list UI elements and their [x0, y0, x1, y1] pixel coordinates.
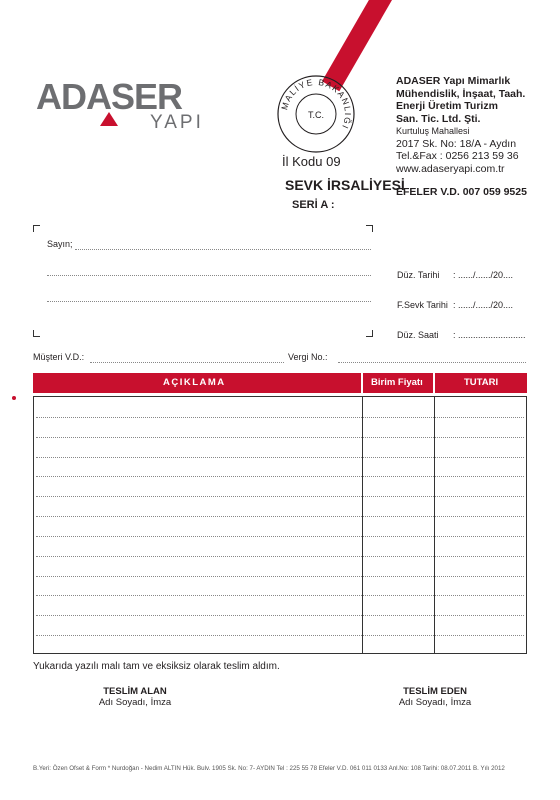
customer-box	[33, 225, 373, 337]
document-title: SEVK İRSALİYESİ	[285, 177, 405, 193]
table-row-line	[36, 615, 524, 616]
receiver-title: TESLİM ALAN	[103, 686, 167, 697]
table-row-line	[36, 595, 524, 596]
company-line3: Enerji Üretim Turizm	[396, 100, 498, 112]
company-tax: EFELER V.D. 007 059 9525	[396, 186, 527, 198]
company-address2: 2017 Sk. No: 18/A - Aydın	[396, 137, 517, 150]
duz-tarihi-label: Düz. Tarihi	[397, 270, 440, 280]
logo-yapi: YAPI	[150, 112, 204, 133]
header-tutari: TUTARI	[464, 377, 499, 388]
duz-tarihi-field[interactable]: : ....../....../20....	[453, 270, 514, 280]
company-line4: San. Tic. Ltd. Şti.	[396, 112, 481, 125]
seal-ring-text: MALİYE BAKANLIĞI	[279, 76, 354, 132]
receiver-sub: Adı Soyadı, İmza	[98, 697, 172, 708]
svg-text:MALİYE BAKANLIĞI	[279, 77, 353, 131]
company-address1: Kurtuluş Mahallesi	[396, 126, 470, 136]
table-row-line	[36, 516, 524, 517]
fsevk-tarihi-label: F.Sevk Tarihi	[397, 300, 448, 310]
maliye-seal	[276, 74, 356, 154]
red-dot-marker	[12, 396, 16, 400]
logo-adaser: ADASER	[36, 76, 183, 117]
company-name: ADASER Yapı Mimarlık	[396, 75, 511, 87]
table-header	[33, 373, 527, 393]
table-row-line	[36, 476, 524, 477]
receiver-signature	[70, 686, 200, 708]
logo-red-triangle	[100, 112, 118, 126]
customer-line-3[interactable]	[47, 301, 371, 302]
duz-saati-label: Düz. Saati	[397, 330, 439, 340]
deliverer-sub: Adı Soyadı, İmza	[398, 697, 472, 708]
musteri-vd-label: Müşteri V.D.:	[33, 352, 85, 362]
seal-center-text: T.C.	[307, 110, 325, 120]
deliverer-signature	[370, 686, 500, 708]
table-row-line	[36, 556, 524, 557]
company-web: www.adaseryapi.com.tr	[396, 162, 505, 175]
duz-saati-field[interactable]: : ...........................	[453, 330, 526, 340]
table-row-line	[36, 457, 524, 458]
company-phone: Tel.&Fax : 0256 213 59 36	[396, 150, 519, 162]
customer-line-2[interactable]	[47, 275, 371, 276]
table-row-line	[36, 496, 524, 497]
table-row-line	[36, 576, 524, 577]
printer-footer: B.Yeri: Özen Ofset & Form * Nurdoğan - Nedim ALTIN Hük. Bulv. 1905 Sk. No: 7- AYDIN Tel : 225 55 78 Efeler V.D. 061 011 0133 Anl.No: 108 Tarihi: 08.07.2011 B. Yılı 2012	[33, 765, 505, 772]
table-row-line	[36, 635, 524, 636]
sayin-label: Sayın;	[47, 239, 73, 249]
declaration-text: Yukarıda yazılı malı tam ve eksiksiz olarak teslim aldım.	[33, 661, 280, 672]
table-row-line	[36, 437, 524, 438]
company-line2: Mühendislik, İnşaat, Taah.	[396, 87, 526, 100]
fsevk-tarihi-field[interactable]: : ....../....../20....	[453, 300, 514, 310]
header-aciklama: AÇIKLAMA	[163, 377, 226, 388]
vergi-no-label: Vergi No.:	[288, 352, 328, 362]
il-kodu: İl Kodu 09	[282, 154, 341, 169]
vergi-no-field[interactable]	[338, 362, 526, 363]
company-info	[396, 75, 525, 175]
document-series: SERİ A :	[292, 199, 335, 211]
customer-line-1[interactable]	[75, 249, 371, 250]
items-table-body	[33, 396, 527, 654]
musteri-vd-field[interactable]	[90, 362, 284, 363]
table-row-line	[36, 536, 524, 537]
table-row-line	[36, 417, 524, 418]
deliverer-title: TESLİM EDEN	[403, 686, 467, 697]
header-birim-fiyati: Birim Fiyatı	[371, 377, 423, 388]
